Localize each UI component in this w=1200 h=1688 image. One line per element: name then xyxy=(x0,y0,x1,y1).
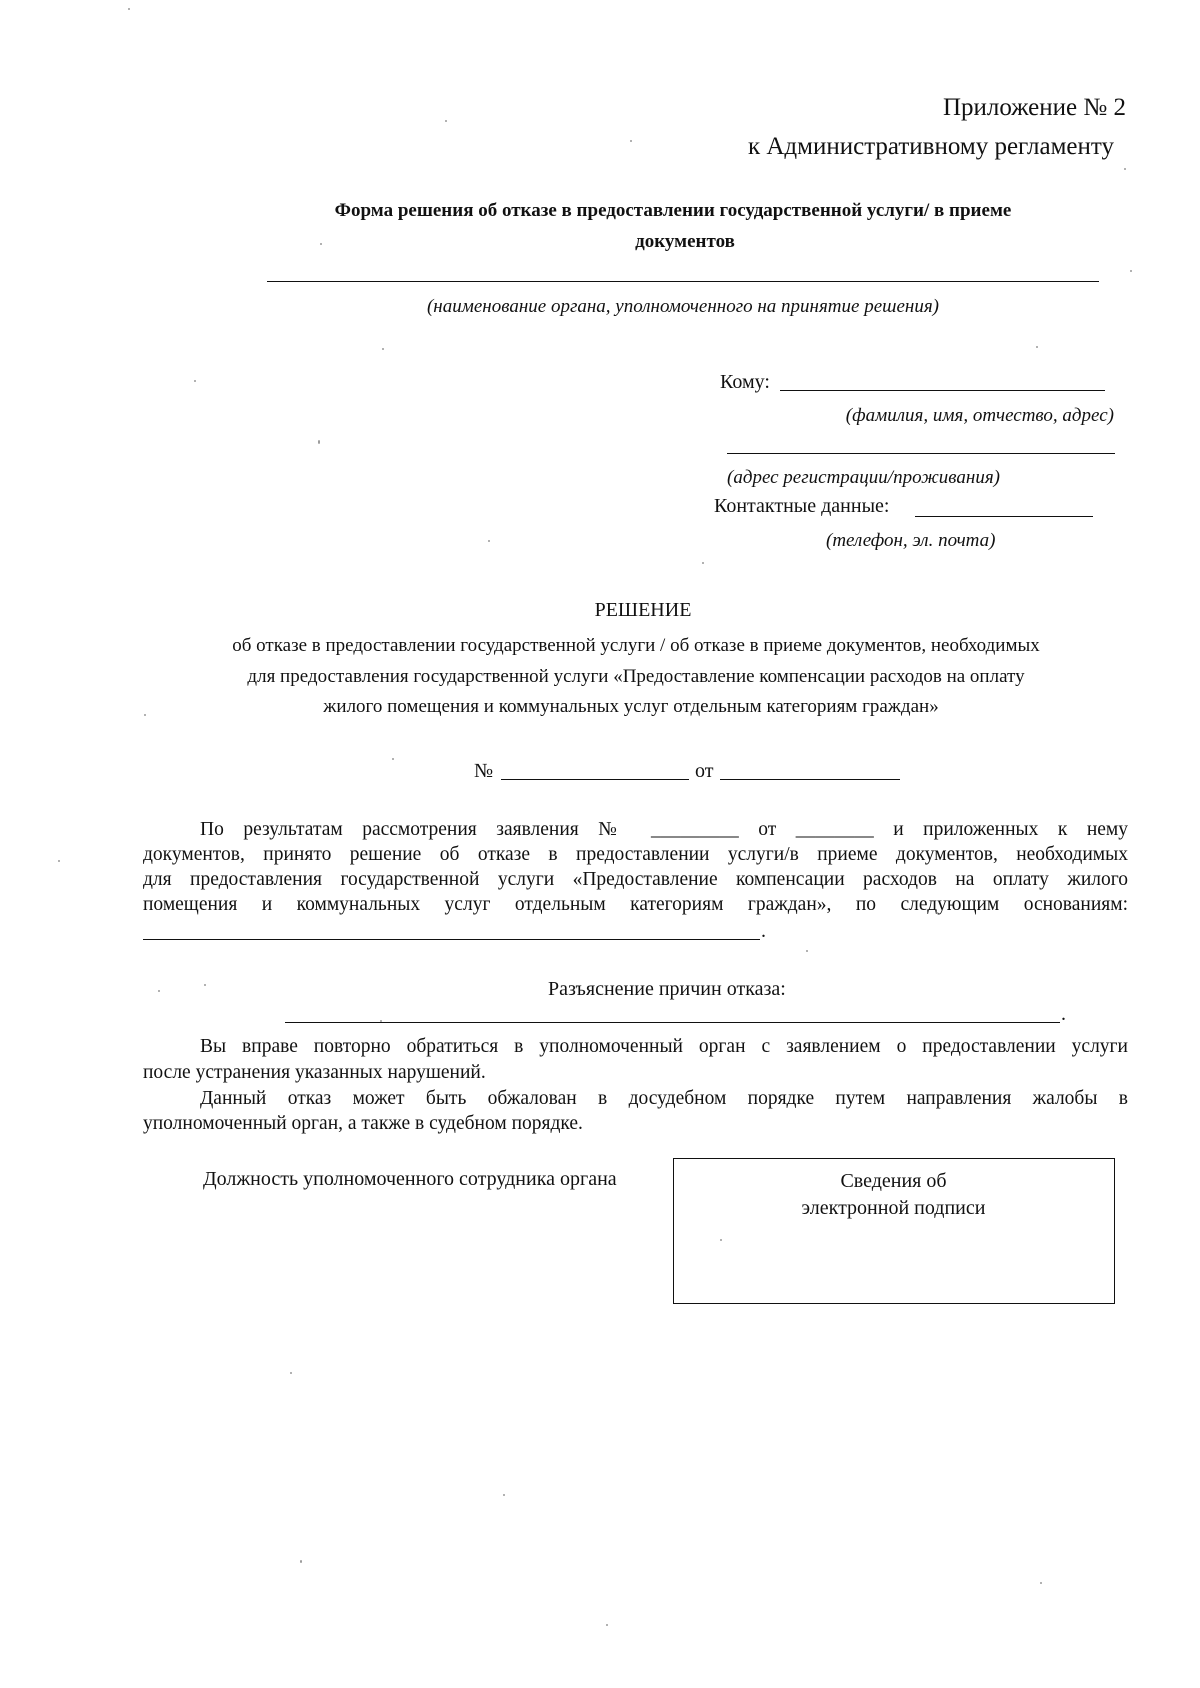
address-caption: (адрес регистрации/проживания) xyxy=(727,467,1000,488)
official-position-label: Должность уполномоченного сотрудника органа xyxy=(203,1168,617,1190)
scan-speck xyxy=(720,1239,722,1241)
scan-speck xyxy=(503,1494,505,1496)
decision-number-line xyxy=(501,779,689,780)
scan-speck xyxy=(318,440,320,444)
authority-caption: (наименование органа, уполномоченного на принятие решения) xyxy=(426,296,940,317)
scan-speck xyxy=(382,348,384,350)
scan-speck xyxy=(144,714,146,716)
scan-speck xyxy=(290,1372,292,1374)
to-name-line xyxy=(780,390,1105,391)
explanation-label: Разъяснение причин отказа: xyxy=(548,978,786,1000)
decision-number-label: № xyxy=(474,760,494,782)
form-title-line2: документов xyxy=(635,231,735,252)
scan-speck xyxy=(1040,1582,1042,1584)
decision-date-label: от xyxy=(695,760,714,782)
reasons-line xyxy=(143,939,760,940)
explanation-line xyxy=(285,1022,1060,1023)
body-p1-line3: для предоставления государственной услуги «Предоставление компенсации расходов на оплату жилого xyxy=(143,869,1128,890)
scan-speck xyxy=(158,990,160,992)
scan-speck xyxy=(58,860,60,862)
form-title-line1: Форма решения об отказе в предоставлении государственной услуги/ в приеме xyxy=(334,200,1012,221)
authority-name-line xyxy=(267,281,1099,282)
decision-subtitle-line1: об отказе в предоставлении государственной услуги / об отказе в приеме документов, необходимых xyxy=(232,635,1040,656)
contacts-line xyxy=(915,516,1093,517)
appendix-subtitle: к Административному регламенту xyxy=(747,133,1114,160)
contacts-caption: (телефон, эл. почта) xyxy=(826,530,996,551)
scan-speck xyxy=(204,984,206,986)
scan-speck xyxy=(630,140,632,142)
scan-speck xyxy=(606,1624,608,1626)
reasons-end: . xyxy=(761,920,766,942)
body-p2-line1: Вы вправе повторно обратиться в уполномоченный орган с заявлением о предоставлении услуги xyxy=(200,1036,1128,1057)
esign-caption-line2: электронной подписи xyxy=(801,1197,986,1219)
scan-speck xyxy=(445,120,447,122)
body-p2-line2: после устранения указанных нарушений. xyxy=(143,1062,486,1083)
to-label: Кому: xyxy=(720,371,770,393)
esign-caption-line1: Сведения об xyxy=(840,1170,947,1192)
scan-speck xyxy=(380,1020,382,1022)
scan-speck xyxy=(702,562,704,564)
explanation-end: . xyxy=(1061,1003,1066,1025)
decision-heading: РЕШЕНИЕ xyxy=(594,599,692,621)
name-caption: (фамилия, имя, отчество, адрес) xyxy=(845,405,1114,426)
decision-subtitle-line3: жилого помещения и коммунальных услуг отдельным категориям граждан» xyxy=(323,696,939,717)
contacts-label: Контактные данные: xyxy=(714,495,890,517)
body-p3-line2: уполномоченный орган, а также в судебном порядке. xyxy=(143,1113,583,1134)
scan-speck xyxy=(194,380,196,382)
body-p1-line4: помещения и коммунальных услуг отдельным категориям граждан», по следующим основаниям: xyxy=(143,894,1128,915)
scan-speck xyxy=(488,540,490,542)
scan-speck xyxy=(1036,346,1038,348)
scan-speck xyxy=(320,243,322,245)
decision-date-line xyxy=(720,779,900,780)
scan-speck xyxy=(128,8,130,10)
scan-speck xyxy=(1130,270,1132,272)
scan-speck xyxy=(806,950,808,952)
body-p3-line1: Данный отказ может быть обжалован в досудебном порядке путем направления жалобы в xyxy=(200,1088,1128,1109)
decision-subtitle-line2: для предоставления государственной услуги «Предоставление компенсации расходов на оплату xyxy=(247,666,1025,687)
body-p1-line1: По результатам рассмотрения заявления № _________ от ________ и приложенных к нему xyxy=(200,819,1128,840)
address-line xyxy=(727,453,1115,454)
scan-speck xyxy=(392,758,394,760)
appendix-number: Приложение № 2 xyxy=(942,94,1126,121)
body-p1-line2: документов, принято решение об отказе в предоставлении услуги/в приеме документов, необходимых xyxy=(143,844,1128,865)
scan-speck xyxy=(1124,168,1126,170)
scan-speck xyxy=(300,1560,302,1563)
electronic-signature-box xyxy=(673,1158,1115,1304)
